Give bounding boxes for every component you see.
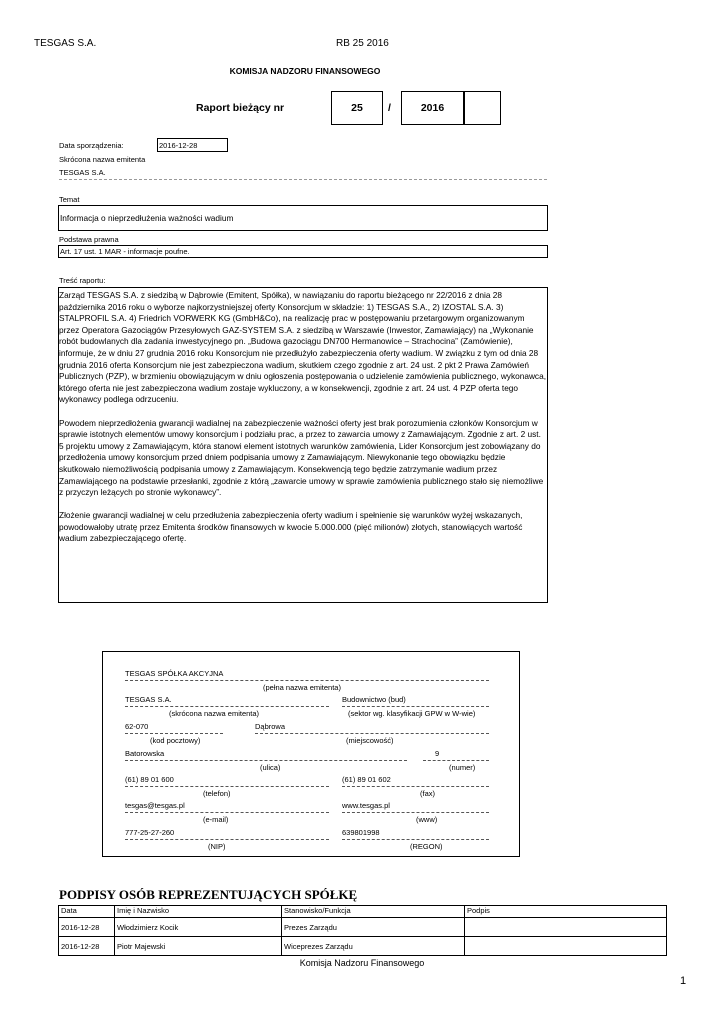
street-number: 9 (435, 749, 440, 758)
subject-value: Informacja o nieprzedłużenia ważności wadium (60, 213, 234, 223)
header-cell: Data (59, 906, 115, 918)
line (342, 839, 489, 840)
city: Dąbrowa (255, 722, 286, 731)
sector-caption: (sektor wg. klasyfikacji GPW w W-wie) (348, 709, 476, 718)
table-cell: 2016-12-28 (59, 918, 115, 937)
table-cell: Piotr Majewski (115, 937, 282, 956)
line (125, 839, 329, 840)
date-label: Data sporządzenia: (59, 141, 124, 150)
signature-cell (465, 937, 667, 956)
table-cell: 2016-12-28 (59, 937, 115, 956)
www-caption: (www) (416, 815, 438, 824)
line (125, 812, 329, 813)
line (342, 786, 489, 787)
company-full-name: TESGAS SPÓŁKA AKCYJNA (125, 669, 224, 678)
table-cell: Wiceprezes Zarządu (282, 937, 465, 956)
date-value: 2016-12-28 (159, 141, 198, 150)
report-extra-box (464, 91, 501, 125)
header-cell: Imię i Nazwisko (115, 906, 282, 918)
nip-caption: (NIP) (208, 842, 226, 851)
content-paragraph: Zarząd TESGAS S.A. z siedzibą w Dąbrowie (Emitent, Spółka), w nawiązaniu do raportu bieżącego nr 22/2016 z dnia 28 października 2016 roku o wyborze najkorzystniejszej oferty Konsorcjum w składzie: 1) TESGAS S.A., 2) IZOSTAL S.A. 3) STALPROFIL S.A. 4) Friedrich VORWERK KG (GmbH&Co), na realizację prac w postępowaniu przetargowym organizowanym przez Operatora Gazociągów Przesyłowych GAZ-SYSTEM S.A. z siedzibą w Warszawie (Inwestor, Zamawiający) na „Wykonanie robót budowlanych dla zadania inwestycyjnego pn. „Budowa gazociągu DN700 Hermanowice – Strachocina” (Zamówienie), informuje, że w dniu 27 grudnia 2016 roku Konsorcjum nie przedłużyło zabezpieczenia oferty wadium. W związku z tym od dnia 28 grudnia 2016 oferta Konsorcjum nie jest zabezpieczona wadium, skutkiem czego zgodnie z art. 24 ust. 2 pkt 2 Prawa Zamówień Publicznych (PZP), w brzmieniu obowiązującym w dniu ogłoszenia postępowania o udzielenie zamówienia publicznego, wykonawca, którego oferta nie jest zabezpieczona wadium zostaje wykluczony, a w konsekwencji, zgodnie z art. 24 ust. 4 PZP oferta tego wykonawcy podlega odrzuceniu. (59, 290, 547, 405)
content-label: Treść raportu: (59, 276, 106, 285)
table-row (59, 937, 667, 956)
content-paragraph: Powodem nieprzedłożenia gwarancji wadialnej na zabezpieczenie ważności oferty jest brak porozumienia członków Konsorcjum w sprawie istotnych elementów umowy konsorcjum i podziału prac, a przez to zawarcia umowy z Zamawiającym. Zgodnie z art. 2 ust. 5 projektu umowy z Zamawiającym, która stanowi element istotnych warunków zamówienia, Lider Konsorcjum jest zobowiązany do przedłożenia umowy konsorcjum przed dniem podpisania umowy z Zamawiającym. Niewykonanie tego obowiązku będzie skutkowało niemożliwością podpisania umowy z Zamawiającym. Konsekwencją tego będzie zatrzymanie wadium przez Zamawiającego na podstawie przesłanki, zgodnie z którą „zawarcie umowy w sprawie zamówienia publicznego stało się niemożliwe z przyczyn leżących po stronie wykonawcy”. (59, 417, 544, 498)
header-company: TESGAS S.A. (34, 38, 97, 49)
number-caption: (numer) (449, 763, 476, 772)
line (125, 733, 223, 734)
signatures-table (58, 905, 667, 956)
fax: (61) 89 01 602 (342, 775, 391, 784)
authority-title: KOMISJA NADZORU FINANSOWEGO (229, 66, 381, 76)
header-report-code: RB 25 2016 (336, 38, 389, 49)
content-paragraph: Złożenie gwarancji wadialnej w celu przedłużenia zabezpieczenia oferty wadium i spełnienie się warunków wyżej wskazanych, powodowałoby utratę przez Emitenta środków finansowych w kwocie 5.000.000 (pięć milionów) złotych, stanowiących wartość wadium zabezpieczającego ofertę. (59, 510, 523, 544)
table-row (59, 918, 667, 937)
company-short-name: TESGAS S.A. (125, 695, 172, 704)
city-caption: (miejscowość) (346, 736, 394, 745)
header-cell: Stanowisko/Funkcja (282, 906, 465, 918)
report-number: 25 (351, 102, 363, 114)
email: tesgas@tesgas.pl (125, 801, 185, 810)
regon: 639801998 (342, 828, 380, 837)
phone-caption: (telefon) (203, 789, 231, 798)
report-title-label: Raport bieżący nr (196, 102, 285, 114)
line (423, 760, 489, 761)
signatures-title: PODPISY OSÓB REPREZENTUJĄCYCH SPÓŁKĘ (59, 887, 358, 902)
short-name-value: TESGAS S.A. (59, 168, 106, 177)
street-caption: (ulica) (260, 763, 281, 772)
phone: (61) 89 01 600 (125, 775, 174, 784)
company-sector: Budownictwo (bud) (342, 695, 406, 704)
report-year: 2016 (420, 102, 445, 114)
subject-label: Temat (59, 195, 80, 204)
header-cell: Podpis (465, 906, 667, 918)
legal-basis-label: Podstawa prawna (59, 235, 119, 244)
signature-cell (465, 918, 667, 937)
table-cell: Włodzimierz Kocik (115, 918, 282, 937)
short-name-label: Skrócona nazwa emitenta (59, 155, 146, 164)
street: Batorowska (125, 749, 165, 758)
company-info-box (102, 651, 520, 857)
divider (59, 179, 547, 180)
report-content (59, 290, 547, 557)
line (125, 680, 489, 681)
line (342, 812, 489, 813)
line (125, 760, 407, 761)
fax-caption: (fax) (420, 789, 435, 798)
line (125, 786, 329, 787)
full-name-caption: (pełna nazwa emitenta) (263, 683, 341, 692)
table-header-row (59, 906, 667, 918)
nip: 777-25-27-260 (125, 828, 175, 837)
regon-caption: (REGON) (410, 842, 443, 851)
short-name-caption: (skrócona nazwa emitenta) (169, 709, 260, 718)
www: www.tesgas.pl (342, 801, 390, 810)
table-cell: Prezes Zarządu (282, 918, 465, 937)
legal-basis-value: Art. 17 ust. 1 MAR - informacje poufne. (60, 247, 190, 256)
line (125, 706, 329, 707)
postal-caption: (kod pocztowy) (150, 736, 201, 745)
report-slash: / (388, 102, 391, 114)
line (342, 706, 489, 707)
page-number: 1 (680, 975, 687, 987)
email-caption: (e-mail) (203, 815, 229, 824)
line (255, 733, 489, 734)
footer-authority: Komisja Nadzoru Finansowego (299, 958, 425, 968)
postal-code: 62-070 (125, 722, 149, 731)
